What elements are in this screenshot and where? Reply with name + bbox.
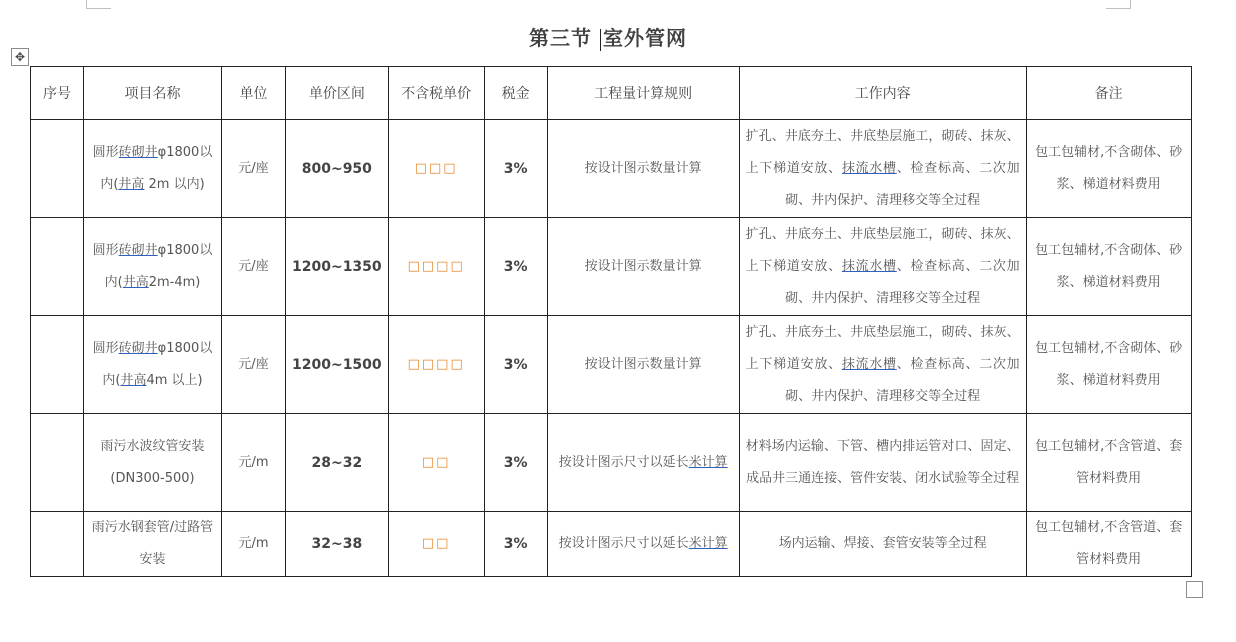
rule-text: 按设计图示尺寸以延长 (558, 454, 689, 470)
cell-price[interactable]: □□□ (388, 120, 484, 218)
rule-text: 按设计图示数量计算 (584, 160, 702, 176)
cell-rule (547, 218, 739, 316)
work-text: 材料场内运输、下管、槽内排运管对口、固定、成品井三通连接、管件安装、闭水试验等全过程 (745, 438, 1020, 486)
cell-no (31, 414, 84, 512)
cell-work (739, 512, 1026, 577)
header-rule: 工程量计算规则 (547, 67, 739, 120)
cell-unit: 元/座 (222, 316, 286, 414)
cell-unit: 元/m (222, 512, 286, 577)
work-underlined: 抹流水槽 (841, 356, 897, 372)
cell-range: 1200~1500 (286, 316, 389, 414)
table-row (31, 316, 1192, 414)
cell-work (739, 120, 1026, 218)
text-caret (600, 29, 601, 51)
cell-tax: 3% (484, 414, 547, 512)
header-name: 项目名称 (84, 67, 222, 120)
name-text: φ1800以内( (104, 242, 213, 290)
work-text: 场内运输、焊接、套管安装等全过程 (778, 536, 987, 551)
name-text: 圆形 (92, 242, 119, 258)
rule-text: 按设计图示尺寸以延长 (558, 536, 689, 551)
table-header-row (31, 67, 1192, 120)
name-text: φ1800以内( (100, 144, 213, 192)
header-range: 单价区间 (286, 67, 389, 120)
cell-range: 28~32 (286, 414, 389, 512)
table-row (31, 512, 1192, 577)
cell-work (739, 218, 1026, 316)
cell-tax: 3% (484, 218, 547, 316)
cell-tax: 3% (484, 120, 547, 218)
name-underlined: 砖砌井 (118, 340, 158, 356)
work-text: 、检查标高、二次加砌、井内保护、清理移交等全过程 (785, 258, 1020, 306)
header-remark: 备注 (1026, 67, 1191, 120)
header-unit: 单位 (222, 67, 286, 120)
cell-rule (547, 512, 739, 577)
cell-tax: 3% (484, 316, 547, 414)
cell-range: 32~38 (286, 512, 389, 577)
name-text: φ1800以内( (102, 340, 213, 388)
price-table (30, 66, 1192, 577)
table-row (31, 218, 1192, 316)
rule-underlined: 米计算 (688, 536, 728, 551)
cell-price[interactable]: □□ (388, 414, 484, 512)
cell-no (31, 316, 84, 414)
work-text: 、检查标高、二次加砌、井内保护、清理移交等全过程 (785, 160, 1020, 208)
rule-text: 按设计图示数量计算 (584, 258, 702, 274)
cell-range: 800~950 (286, 120, 389, 218)
work-text: 、检查标高、二次加砌、井内保护、清理移交等全过程 (785, 356, 1020, 404)
header-tax: 税金 (484, 67, 547, 120)
name-text: 2m-4m) (148, 274, 201, 290)
cell-work (739, 316, 1026, 414)
work-text: 扩孔、井底夯土、井底垫层施工，砌砖、抹灰、上下梯道安放、 (745, 324, 1020, 372)
cell-name (84, 218, 222, 316)
cell-no (31, 512, 84, 577)
name-text: 雨污水钢套管/过路管安装 (91, 520, 214, 567)
name-underlined: 砖砌井 (118, 144, 158, 160)
cell-name (84, 414, 222, 512)
name-underlined: 井高 (122, 274, 149, 290)
cell-remark: 包工包辅材,不含砌体、砂浆、梯道材料费用 (1026, 316, 1191, 414)
cell-remark: 包工包辅材,不含砌体、砂浆、梯道材料费用 (1026, 120, 1191, 218)
table-row (31, 120, 1192, 218)
cell-name (84, 120, 222, 218)
cell-tax: 3% (484, 512, 547, 577)
name-underlined: 砖砌井 (118, 242, 158, 258)
page-corner-mark-right (1106, 0, 1131, 9)
work-underlined: 抹流水槽 (841, 258, 897, 274)
cell-work (739, 414, 1026, 512)
section-title[interactable] (0, 22, 1216, 51)
name-underlined: 井高 (120, 372, 147, 388)
title-section-name: 室外管网 (603, 26, 687, 50)
cell-name (84, 316, 222, 414)
cell-rule (547, 120, 739, 218)
work-underlined: 抹流水槽 (841, 160, 897, 176)
rule-underlined: 米计算 (688, 454, 728, 470)
cell-unit: 元/座 (222, 218, 286, 316)
cell-no (31, 120, 84, 218)
cell-rule (547, 316, 739, 414)
cell-price[interactable]: □□ (388, 512, 484, 577)
cell-remark: 包工包辅材,不含砌体、砂浆、梯道材料费用 (1026, 218, 1191, 316)
cell-remark: 包工包辅材,不含管道、套管材料费用 (1026, 512, 1191, 577)
cell-price[interactable]: □□□□ (388, 218, 484, 316)
name-text: 2m 以内) (144, 176, 205, 192)
table-row (31, 414, 1192, 512)
cell-rule (547, 414, 739, 512)
cell-no (31, 218, 84, 316)
cell-remark: 包工包辅材,不含管道、套管材料费用 (1026, 414, 1191, 512)
cell-unit: 元/座 (222, 120, 286, 218)
cell-name (84, 512, 222, 577)
cell-unit: 元/m (222, 414, 286, 512)
work-text: 扩孔、井底夯土、井底垫层施工，砌砖、抹灰、上下梯道安放、 (745, 226, 1020, 274)
resize-icon[interactable] (1186, 581, 1203, 598)
name-text: 圆形 (92, 340, 119, 356)
name-underlined: 井高 (118, 176, 145, 192)
cell-range: 1200~1350 (286, 218, 389, 316)
page-corner-mark-left (86, 0, 111, 9)
rule-text: 按设计图示数量计算 (584, 356, 702, 372)
name-text: 圆形 (92, 144, 119, 160)
name-text: 雨污水波纹管安装(DN300-500) (100, 438, 205, 486)
header-work: 工作内容 (739, 67, 1026, 120)
cell-price[interactable]: □□□□ (388, 316, 484, 414)
name-text: 4m 以上) (146, 372, 203, 388)
move-icon[interactable]: ✥ (11, 48, 29, 66)
header-no: 序号 (31, 67, 84, 120)
title-section-number: 第三节 (529, 26, 592, 50)
work-text: 扩孔、井底夯土、井底垫层施工，砌砖、抹灰、上下梯道安放、 (745, 128, 1020, 176)
header-price: 不含税单价 (388, 67, 484, 120)
